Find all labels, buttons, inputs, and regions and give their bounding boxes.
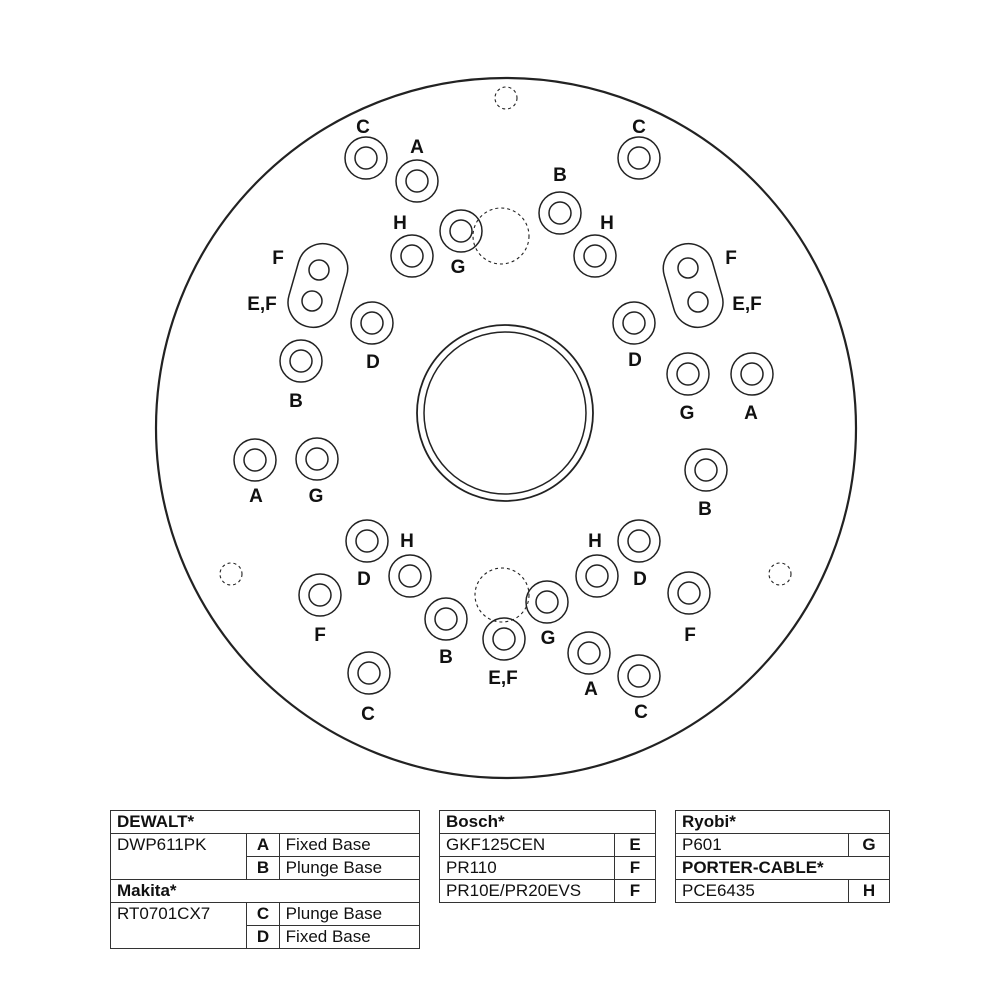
hole-labels	[247, 117, 762, 725]
mounting-hole-outer	[391, 235, 433, 277]
dashed-large-hole	[475, 568, 529, 622]
mounting-hole-inner	[244, 449, 266, 471]
mounting-hole-inner	[399, 565, 421, 587]
slot-left	[282, 238, 353, 333]
mounting-hole-outer	[299, 574, 341, 616]
mounting-hole-inner	[623, 312, 645, 334]
dashed-hole	[769, 563, 791, 585]
code-cell: G	[849, 834, 890, 857]
hole-label: B	[439, 647, 453, 668]
center-opening-inner	[424, 332, 586, 494]
hole-label: B	[698, 499, 712, 520]
hole-label: C	[356, 117, 370, 138]
hole-label: A	[249, 486, 263, 507]
mounting-hole-outer	[539, 192, 581, 234]
hole-label: B	[553, 165, 567, 186]
hole-label: G	[308, 486, 324, 507]
mounting-hole-outer	[483, 618, 525, 660]
mounting-hole-outer	[731, 353, 773, 395]
hole-label: D	[357, 569, 371, 590]
base-cell: Fixed Base	[279, 926, 419, 949]
legend-ryobi-porter-cable	[675, 810, 890, 903]
hole-label: D	[366, 352, 380, 373]
hole-label: H	[600, 213, 614, 234]
mounting-hole-inner	[695, 459, 717, 481]
mounting-hole-outer	[296, 438, 338, 480]
base-cell: Plunge Base	[279, 903, 419, 926]
brand-porter-cable: PORTER-CABLE*	[676, 857, 890, 880]
mounting-hole-inner	[306, 448, 328, 470]
hole-label: F	[725, 248, 737, 269]
mounting-hole-outer	[234, 439, 276, 481]
hole-label: G	[450, 257, 466, 278]
code-cell: E	[615, 834, 656, 857]
mounting-hole-inner	[356, 530, 378, 552]
mounting-hole-inner	[677, 363, 699, 385]
hole-label: A	[410, 137, 424, 158]
hole-label: E,F	[247, 294, 277, 315]
mounting-hole-inner	[549, 202, 571, 224]
mounting-hole-outer	[280, 340, 322, 382]
mounting-hole-inner	[628, 665, 650, 687]
mounting-hole-inner	[628, 147, 650, 169]
brand-makita: Makita*	[111, 880, 420, 903]
mounting-hole-outer	[526, 581, 568, 623]
hole-label: G	[679, 403, 695, 424]
mounting-hole-inner	[450, 220, 472, 242]
code-cell: A	[247, 834, 279, 857]
hole-label: E,F	[732, 294, 762, 315]
code-cell: B	[247, 857, 279, 880]
mounting-hole-outer	[685, 449, 727, 491]
mounting-hole-inner	[309, 584, 331, 606]
hole	[309, 260, 329, 280]
mounting-hole-inner	[741, 363, 763, 385]
hole-label: H	[400, 531, 414, 552]
brand-ryobi: Ryobi*	[676, 811, 890, 834]
center-opening	[417, 325, 593, 501]
mounting-hole-inner	[290, 350, 312, 372]
hole-label: C	[361, 704, 375, 725]
hole-label: G	[540, 628, 556, 649]
mounting-hole-inner	[406, 170, 428, 192]
hole-label: F	[272, 248, 284, 269]
hole	[302, 291, 322, 311]
code-cell: F	[615, 880, 656, 903]
code-cell: F	[615, 857, 656, 880]
model-cell: GKF125CEN	[440, 834, 615, 857]
code-cell: D	[247, 926, 279, 949]
model-cell: PR110	[440, 857, 615, 880]
mounting-hole-inner	[578, 642, 600, 664]
hole	[688, 292, 708, 312]
model-makita: RT0701CX7	[111, 903, 247, 949]
brand-dewalt: DEWALT*	[111, 811, 420, 834]
legend-bosch	[439, 810, 656, 903]
mounting-hole-inner	[435, 608, 457, 630]
mounting-hole-outer	[425, 598, 467, 640]
mounting-hole-outer	[346, 520, 388, 562]
hole	[678, 258, 698, 278]
dashed-hole	[495, 87, 517, 109]
hole-label: E,F	[488, 668, 518, 689]
dashed-hole	[220, 563, 242, 585]
hole-label: D	[633, 569, 647, 590]
hole-label: H	[393, 213, 407, 234]
hole-label: F	[684, 625, 696, 646]
mounting-hole-inner	[628, 530, 650, 552]
hole-label: H	[588, 531, 602, 552]
hole-label: D	[628, 350, 642, 371]
mounting-hole-inner	[493, 628, 515, 650]
mounting-hole-outer	[668, 572, 710, 614]
mounting-hole-outer	[667, 353, 709, 395]
brand-bosch: Bosch*	[440, 811, 656, 834]
mounting-hole-inner	[361, 312, 383, 334]
hole-label: F	[314, 625, 326, 646]
base-cell: Plunge Base	[279, 857, 419, 880]
mounting-hole-outer	[576, 555, 618, 597]
mounting-hole-outer	[345, 137, 387, 179]
mounting-hole-outer	[351, 302, 393, 344]
mounting-hole-inner	[536, 591, 558, 613]
mounting-hole-outer	[389, 555, 431, 597]
hole-label: A	[584, 679, 598, 700]
model-cell: PR10E/PR20EVS	[440, 880, 615, 903]
mounting-hole-inner	[678, 582, 700, 604]
mounting-hole-outer	[618, 137, 660, 179]
mounting-hole-inner	[358, 662, 380, 684]
mounting-hole-outer	[568, 632, 610, 674]
mounting-hole-outer	[396, 160, 438, 202]
code-cell: C	[247, 903, 279, 926]
mounting-hole-outer	[348, 652, 390, 694]
mounting-hole-outer	[574, 235, 616, 277]
legend-dewalt-makita	[110, 810, 420, 949]
model-ryobi: P601	[676, 834, 849, 857]
code-cell: H	[849, 880, 890, 903]
mounting-hole-inner	[584, 245, 606, 267]
hole-label: C	[632, 117, 646, 138]
hole-label: C	[634, 702, 648, 723]
slot-right	[657, 238, 728, 333]
model-dewalt: DWP611PK	[111, 834, 247, 880]
hole-label: A	[744, 403, 758, 424]
hole-label: B	[289, 391, 303, 412]
mounting-hole-inner	[355, 147, 377, 169]
mounting-hole-outer	[440, 210, 482, 252]
mounting-hole-outer	[618, 520, 660, 562]
mounting-hole-inner	[586, 565, 608, 587]
mounting-hole-outer	[613, 302, 655, 344]
model-porter-cable: PCE6435	[676, 880, 849, 903]
base-cell: Fixed Base	[279, 834, 419, 857]
mounting-hole-inner	[401, 245, 423, 267]
mounting-hole-outer	[618, 655, 660, 697]
